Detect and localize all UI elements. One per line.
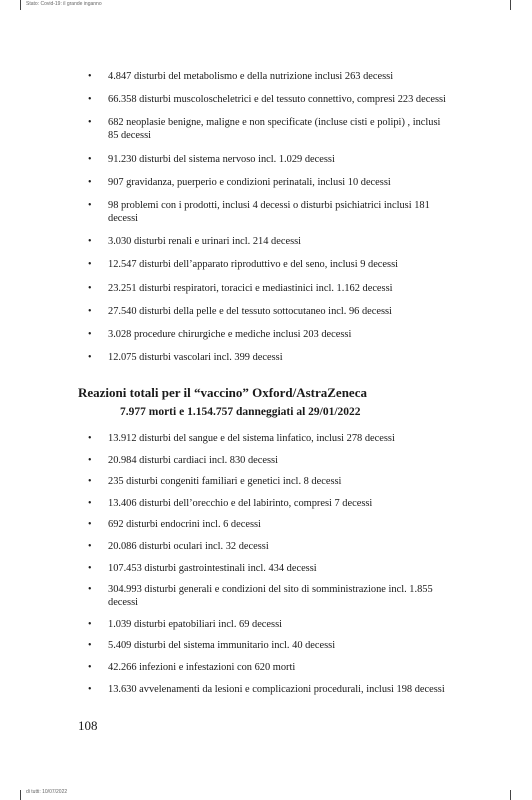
bullet-icon: • bbox=[88, 282, 92, 294]
bullet-icon: • bbox=[88, 519, 92, 531]
list-item-text: 27.540 disturbi della pelle e del tessuto sottocutaneo incl. 96 decessi bbox=[108, 305, 392, 317]
bullet-icon: • bbox=[88, 476, 92, 488]
list-item-text: 23.251 disturbi respiratori, toracici e mediastinici incl. 1.162 decessi bbox=[108, 282, 393, 294]
bullet-icon: • bbox=[88, 584, 92, 596]
list-item-text: 98 problemi con i prodotti, inclusi 4 decessi o disturbi psichiatrici inclusi 181 decessi bbox=[108, 199, 430, 224]
crop-mark bbox=[20, 0, 21, 10]
list-item-text: 3.028 procedure chirurgiche e mediche inclusi 203 decessi bbox=[108, 328, 352, 340]
bullet-icon: • bbox=[88, 259, 92, 271]
list-item bbox=[88, 116, 448, 142]
list-item-text: 682 neoplasie benigne, maligne e non specificate (incluse cisti e polipi) , inclusi 85 decessi bbox=[108, 117, 441, 142]
list-item bbox=[88, 328, 448, 341]
list-item-text: 13.630 avvelenamenti da lesioni e complicazioni procedurali, inclusi 198 decessi bbox=[108, 683, 445, 695]
print-crop-area-top bbox=[0, 0, 532, 18]
list-item bbox=[88, 282, 448, 295]
list-item-text: 42.266 infezioni e infestazioni con 620 morti bbox=[108, 661, 296, 673]
list-item bbox=[88, 475, 448, 488]
list-item bbox=[88, 258, 448, 271]
list-item bbox=[88, 683, 448, 696]
list-item bbox=[88, 497, 448, 510]
bullet-icon: • bbox=[88, 540, 92, 552]
list-item bbox=[88, 351, 448, 364]
list-item-text: 12.075 disturbi vascolari incl. 399 decessi bbox=[108, 352, 283, 364]
adverse-reactions-list bbox=[88, 70, 448, 374]
list-item-text: 20.086 disturbi oculari incl. 32 decessi bbox=[108, 540, 269, 552]
bullet-icon: • bbox=[88, 176, 92, 188]
page-number: 108 bbox=[78, 718, 98, 733]
list-item-text: 107.453 disturbi gastrointestinali incl. 434 decessi bbox=[108, 562, 317, 574]
job-slug: di tutti: 10/07/2022 bbox=[26, 789, 68, 795]
section-subheading: 7.977 morti e 1.154.757 danneggiati al 29/01/2022 bbox=[120, 406, 361, 418]
list-item bbox=[88, 661, 448, 674]
astrazeneca-reactions-list bbox=[88, 432, 448, 704]
list-item-text: 20.984 disturbi cardiaci incl. 830 decessi bbox=[108, 454, 278, 466]
bullet-icon: • bbox=[88, 618, 92, 630]
crop-mark bbox=[510, 0, 511, 10]
list-item bbox=[88, 176, 448, 189]
list-item-text: 304.993 disturbi generali e condizioni del sito di somministrazione incl. 1.855 decessi bbox=[108, 584, 433, 609]
list-item-text: 13.912 disturbi del sangue e del sistema linfatico, inclusi 278 decessi bbox=[108, 433, 395, 444]
crop-mark bbox=[510, 790, 511, 800]
list-item bbox=[88, 454, 448, 467]
bullet-icon: • bbox=[88, 562, 92, 574]
bullet-icon: • bbox=[88, 117, 92, 129]
running-head: Stato: Covid-19: il grande inganno bbox=[26, 1, 102, 7]
bullet-icon: • bbox=[88, 328, 92, 340]
list-item bbox=[88, 562, 448, 575]
list-item-text: 1.039 disturbi epatobiliari incl. 69 decessi bbox=[108, 618, 283, 630]
list-item-text: 692 disturbi endocrini incl. 6 decessi bbox=[108, 519, 261, 531]
bullet-icon: • bbox=[88, 661, 92, 673]
bullet-icon: • bbox=[88, 683, 92, 695]
list-item bbox=[88, 639, 448, 652]
crop-mark bbox=[20, 790, 21, 800]
bullet-icon: • bbox=[88, 94, 92, 106]
list-item-text: 12.547 disturbi dell’apparato riproduttivo e del seno, inclusi 9 decessi bbox=[108, 259, 399, 271]
bullet-icon: • bbox=[88, 199, 92, 211]
bullet-icon: • bbox=[88, 236, 92, 248]
bullet-icon: • bbox=[88, 454, 92, 466]
section-heading: Reazioni totali per il “vaccino” Oxford/AstraZeneca bbox=[78, 385, 367, 400]
bullet-icon: • bbox=[88, 433, 92, 444]
bullet-icon: • bbox=[88, 352, 92, 364]
list-item-text: 91.230 disturbi del sistema nervoso incl. 1.029 decessi bbox=[108, 153, 335, 165]
list-item-text: 66.358 disturbi muscoloscheletrici e del tessuto connettivo, compresi 223 decessi bbox=[108, 94, 446, 106]
list-item-text: 3.030 disturbi renali e urinari incl. 214 decessi bbox=[108, 236, 302, 248]
list-item-text: 4.847 disturbi del metabolismo e della nutrizione inclusi 263 decessi bbox=[108, 71, 394, 82]
bullet-icon: • bbox=[88, 305, 92, 317]
list-item bbox=[88, 432, 448, 445]
bullet-icon: • bbox=[88, 71, 92, 82]
list-item bbox=[88, 199, 448, 225]
list-item bbox=[88, 305, 448, 318]
list-item bbox=[88, 518, 448, 531]
list-item bbox=[88, 583, 448, 609]
list-item-text: 13.406 disturbi dell’orecchio e del labirinto, compresi 7 decessi bbox=[108, 497, 373, 509]
bullet-icon: • bbox=[88, 153, 92, 165]
list-item bbox=[88, 70, 448, 83]
list-item bbox=[88, 235, 448, 248]
list-item-text: 235 disturbi congeniti familiari e genetici incl. 8 decessi bbox=[108, 476, 342, 488]
list-item-text: 907 gravidanza, puerperio e condizioni perinatali, inclusi 10 decessi bbox=[108, 176, 391, 188]
list-item bbox=[88, 540, 448, 553]
list-item bbox=[88, 618, 448, 631]
list-item-text: 5.409 disturbi del sistema immunitario incl. 40 decessi bbox=[108, 640, 336, 652]
list-item bbox=[88, 93, 448, 106]
bullet-icon: • bbox=[88, 640, 92, 652]
list-item bbox=[88, 153, 448, 166]
bullet-icon: • bbox=[88, 497, 92, 509]
